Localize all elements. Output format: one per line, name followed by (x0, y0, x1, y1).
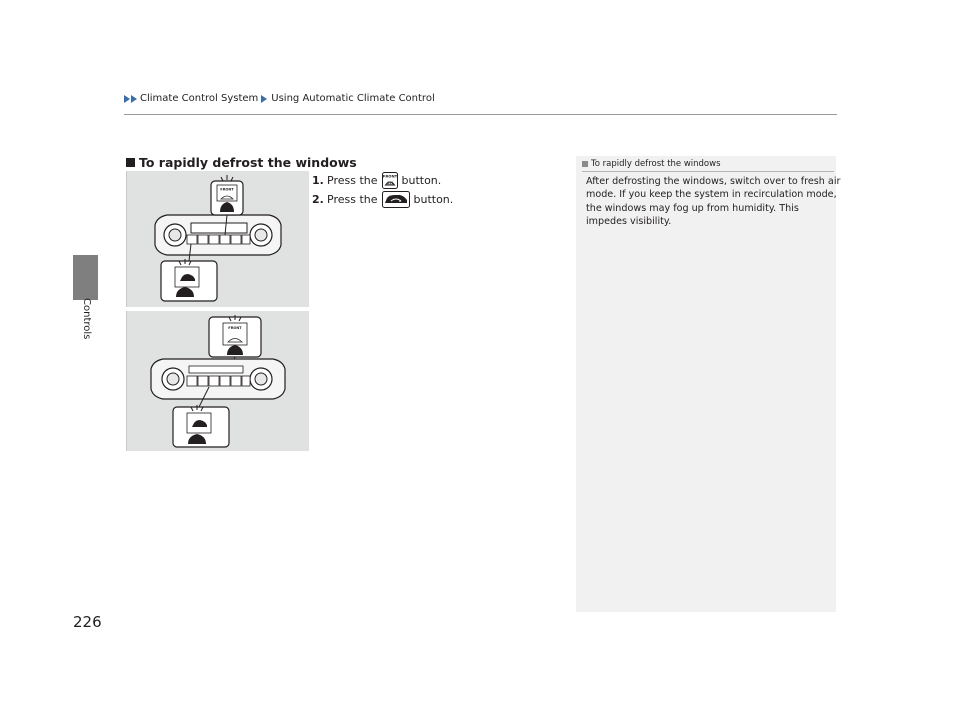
step-suffix: button. (413, 193, 454, 206)
breadcrumb-arrow-icon (131, 95, 137, 103)
section-heading (126, 155, 357, 170)
note-body (586, 175, 841, 229)
step-item (312, 190, 453, 209)
page-number: 226 (73, 613, 102, 631)
step-list (312, 171, 453, 209)
note-line: the windows may fog up from humidity. This (586, 202, 799, 214)
recirculation-icon (382, 191, 410, 208)
section-label: Controls (81, 298, 92, 340)
step-prefix: Press the (327, 193, 378, 206)
step-item (312, 171, 453, 190)
step-prefix: Press the (327, 174, 378, 187)
control-panel-figure (126, 311, 309, 451)
note-panel (576, 156, 841, 612)
front-label: FRONT (228, 326, 242, 330)
square-bullet-icon (126, 158, 135, 167)
note-title-text: To rapidly defrost the windows (591, 159, 721, 169)
control-panel-illustration (127, 171, 309, 307)
note-line: mode. If you keep the system in recirculation mode, (586, 189, 837, 201)
note-title (582, 159, 721, 169)
header-divider (124, 114, 837, 115)
breadcrumb-arrow-icon (261, 95, 267, 103)
step-suffix: button. (401, 174, 442, 187)
step-number: 2. (312, 193, 324, 206)
section-tab (73, 255, 98, 300)
step-number: 1. (312, 174, 324, 187)
note-line: After defrosting the windows, switch over to fresh air (586, 176, 841, 187)
front-defroster-icon (382, 172, 398, 189)
control-panel-illustration (127, 311, 309, 451)
breadcrumb-arrow-icon (124, 95, 130, 103)
breadcrumb (124, 93, 435, 104)
breadcrumb-item[interactable]: Using Automatic Climate Control (271, 93, 435, 104)
note-divider (582, 171, 834, 172)
control-panel-figure (126, 171, 309, 307)
front-label: FRONT (382, 173, 397, 179)
front-label: FRONT (220, 187, 234, 192)
breadcrumb-item[interactable]: Climate Control System (140, 93, 259, 104)
note-marker-icon (582, 161, 588, 167)
section-heading-text: To rapidly defrost the windows (139, 155, 357, 170)
note-line: impedes visibility. (586, 216, 672, 228)
